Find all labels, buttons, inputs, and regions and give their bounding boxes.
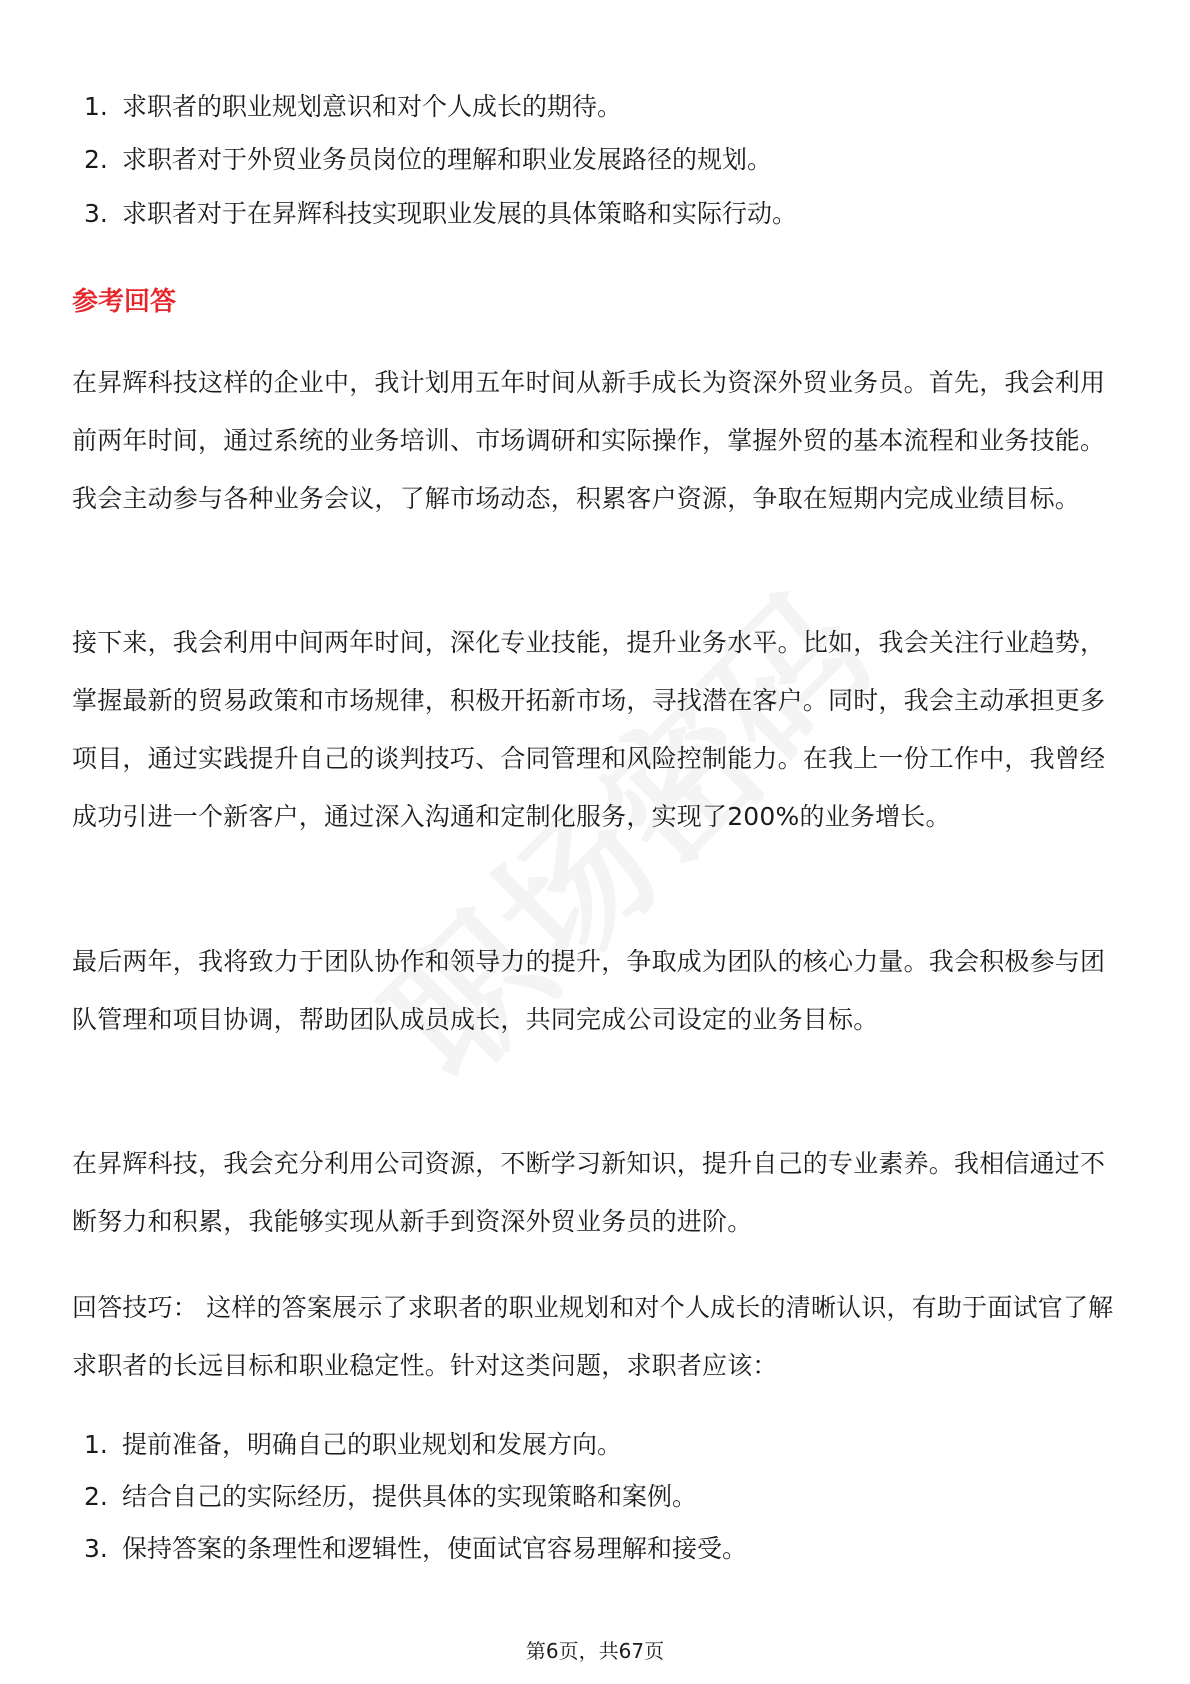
list-item: [0, 87, 1190, 127]
list-text: 保持答案的条理性和逻辑性，使面试官容易理解和接受。: [122, 1534, 748, 1563]
list-text: 求职者对于在昇辉科技实现职业发展的具体策略和实际行动。: [122, 199, 798, 228]
list-number: 1.: [84, 92, 108, 121]
page-footer: 第6页，共67页: [525, 1639, 665, 1663]
list-item: [0, 140, 1190, 180]
list-text: 求职者的职业规划意识和对个人成长的期待。: [122, 92, 623, 121]
list-text: 结合自己的实际经历，提供具体的实现策略和案例。: [122, 1482, 698, 1511]
paragraph: 接下来，我会利用中间两年时间，深化专业技能，提升业务水平。比如，我会关注行业趋势，掌握最新的贸易政策和市场规律，积极开拓新市场，寻找潜在客户。同时，我会主动承担更多项目，通过实践提升自己的谈判技巧、合同管理和风险控制能力。在我上一份工作中，我曾经成功引进一个新客户，通过深入沟通和定制化服务，实现了200%的业务增长。: [72, 628, 1106, 831]
list-number: 1.: [84, 1430, 108, 1459]
list-number: 3.: [84, 199, 108, 228]
list-item: [0, 1529, 1190, 1569]
list-number: 2.: [84, 1482, 108, 1511]
section-heading: 参考回答: [72, 287, 177, 317]
list-item: [0, 1477, 1190, 1517]
list-item: [0, 194, 1190, 234]
paragraph: 在昇辉科技这样的企业中，我计划用五年时间从新手成长为资深外贸业务员。首先，我会利用前两年时间，通过系统的业务培训、市场调研和实际操作，掌握外贸的基本流程和业务技能。我会主动参与各种业务会议，了解市场动态，积累客户资源，争取在短期内完成业绩目标。: [72, 368, 1106, 513]
paragraph: 回答技巧： 这样的答案展示了求职者的职业规划和对个人成长的清晰认识，有助于面试官了解求职者的长远目标和职业稳定性。针对这类问题，求职者应该：: [72, 1293, 1114, 1380]
list-text: 提前准备，明确自己的职业规划和发展方向。: [122, 1430, 623, 1459]
paragraph: 最后两年，我将致力于团队协作和领导力的提升，争取成为团队的核心力量。我会积极参与团队管理和项目协调，帮助团队成员成长，共同完成公司设定的业务目标。: [72, 947, 1106, 1034]
list-number: 3.: [84, 1534, 108, 1563]
list-text: 求职者对于外贸业务员岗位的理解和职业发展路径的规划。: [122, 145, 773, 174]
list-item: [0, 1425, 1190, 1465]
paragraph: 在昇辉科技，我会充分利用公司资源，不断学习新知识，提升自己的专业素养。我相信通过不断努力和积累，我能够实现从新手到资深外贸业务员的进阶。: [72, 1149, 1106, 1236]
list-number: 2.: [84, 145, 108, 174]
